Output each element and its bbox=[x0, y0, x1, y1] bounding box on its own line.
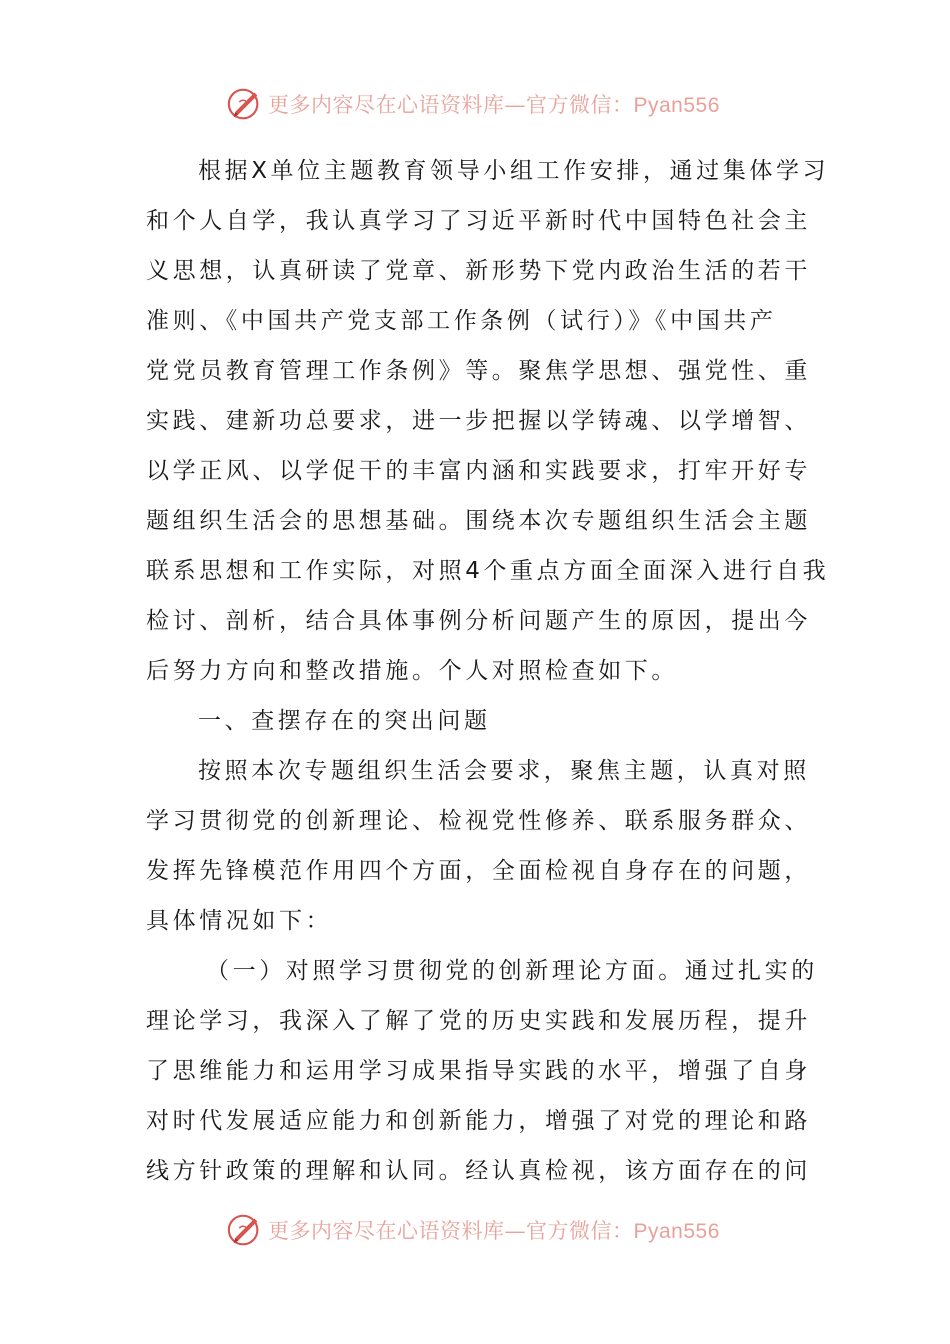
paragraph-line: 学习贯彻党的创新理论、检视党性修养、联系服务群众、 bbox=[146, 808, 811, 834]
paragraph-line: 后努力方向和整改措施。个人对照检查如下。 bbox=[146, 658, 678, 684]
paragraph-line: 实践、建新功总要求，进一步把握以学铸魂、以学增智、 bbox=[146, 408, 811, 434]
paragraph-line: 题组织生活会的思想基础。围绕本次专题组织生活会主题 bbox=[146, 508, 811, 534]
paragraph-line: 线方针政策的理解和认同。经认真检视，该方面存在的问 bbox=[146, 1158, 811, 1184]
watermark-footer bbox=[226, 1210, 720, 1250]
paragraph-line: 联系思想和工作实际，对照4个重点方面全面深入进行自我 bbox=[146, 558, 830, 584]
paragraph-line: 按照本次专题组织生活会要求，聚焦主题，认真对照 bbox=[198, 758, 810, 784]
pen-logo-icon bbox=[226, 85, 264, 123]
paragraph-line: 理论学习，我深入了解了党的历史实践和发展历程，提升 bbox=[146, 1008, 811, 1034]
section-heading: 一、查摆存在的突出问题 bbox=[198, 708, 491, 734]
paragraph-line: 检讨、剖析，结合具体事例分析问题产生的原因，提出今 bbox=[146, 608, 811, 634]
paragraph-line: 根据X单位主题教育领导小组工作安排，通过集体学习 bbox=[198, 158, 830, 184]
watermark-text: 更多内容尽在心语资料库—官方微信：Pyan556 bbox=[268, 93, 720, 117]
watermark-header bbox=[226, 84, 720, 124]
paragraph-line: 发挥先锋模范作用四个方面，全面检视自身存在的问题， bbox=[146, 858, 811, 884]
paragraph-line: 具体情况如下： bbox=[146, 908, 333, 934]
document-body bbox=[146, 146, 830, 1196]
paragraph-line: 义思想，认真研读了党章、新形势下党内政治生活的若干 bbox=[146, 258, 811, 284]
watermark-text: 更多内容尽在心语资料库—官方微信：Pyan556 bbox=[268, 1219, 720, 1243]
subsection-line: （一）对照学习贯彻党的创新理论方面。通过扎实的 bbox=[206, 958, 818, 984]
paragraph-line: 准则、《中国共产党支部工作条例（试行）》《中国共产 bbox=[146, 308, 777, 334]
paragraph-line: 党党员教育管理工作条例》等。聚焦学思想、强党性、重 bbox=[146, 358, 811, 384]
pen-logo-icon bbox=[226, 1211, 264, 1249]
paragraph-line: 和个人自学，我认真学习了习近平新时代中国特色社会主 bbox=[146, 208, 811, 234]
paragraph-line: 对时代发展适应能力和创新能力，增强了对党的理论和路 bbox=[146, 1108, 811, 1134]
paragraph-line: 了思维能力和运用学习成果指导实践的水平，增强了自身 bbox=[146, 1058, 811, 1084]
paragraph-line: 以学正风、以学促干的丰富内涵和实践要求，打牢开好专 bbox=[146, 458, 811, 484]
